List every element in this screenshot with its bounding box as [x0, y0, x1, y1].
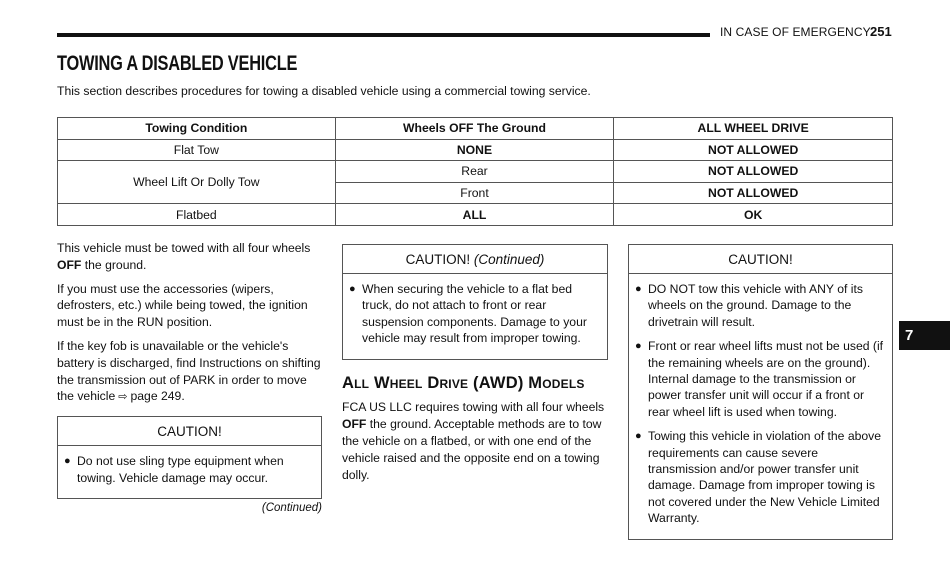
caution-list: [343, 274, 607, 359]
page-reference-link[interactable]: page 249.: [130, 389, 185, 404]
chapter-tab: 7: [899, 321, 950, 350]
table-cell: ALL: [335, 204, 614, 226]
table-header-row: [58, 118, 893, 140]
bullet-icon: ●: [64, 455, 71, 468]
caution-title: CAUTION! (Continued): [343, 245, 607, 274]
header-rule: [57, 33, 710, 37]
intro-text: This section describes procedures for towing a disabled vehicle using a commercial towing service.: [57, 84, 591, 98]
table-cell: Flat Tow: [58, 139, 336, 161]
table-cell: Rear: [335, 161, 614, 183]
table-header-cell: ALL WHEEL DRIVE: [614, 118, 893, 140]
caution-item: ● When securing the vehicle to a flat bed truck, do not attach to front or rear suspension components. Damage to your vehicle may result from improper towing.: [349, 282, 587, 346]
awd-heading: All Wheel Drive (AWD) Models: [342, 373, 585, 392]
page-number: 251: [870, 24, 892, 39]
awd-paragraph: FCA US LLC requires towing with all four wheels OFF the ground. Acceptable methods are to tow the vehicle on a flatbed, or with one end of the vehicle raised and the opposite end on a towing dolly.: [342, 400, 605, 482]
table-row: [58, 204, 893, 226]
table-cell: NONE: [335, 139, 614, 161]
header-section: IN CASE OF EMERGENCY: [720, 25, 871, 39]
table-header-cell: Wheels OFF The Ground: [335, 118, 614, 140]
right-column: [628, 244, 893, 540]
table-cell: NOT ALLOWED: [614, 161, 893, 183]
table-cell: Front: [335, 182, 614, 204]
bullet-icon: ●: [635, 283, 642, 295]
bullet-icon: ●: [635, 340, 642, 353]
table-cell: NOT ALLOWED: [614, 182, 893, 204]
caution-list: [58, 446, 321, 498]
caution-list: [629, 274, 892, 539]
caution-title: CAUTION!: [629, 245, 892, 274]
caution-item: ● DO NOT tow this vehicle with ANY of its wheels on the ground. Damage to the drivetrain will result.: [635, 282, 863, 329]
caution-box-continued: [342, 244, 608, 360]
left-column: [57, 240, 322, 517]
towing-table: [57, 117, 893, 226]
table-cell: Flatbed: [58, 204, 336, 226]
arrow-right-icon: ⇨: [118, 391, 128, 404]
caution-box: [57, 416, 322, 499]
caution-box: [628, 244, 893, 540]
table-cell: OK: [614, 204, 893, 226]
continued-label: (Continued): [261, 501, 322, 514]
left-paragraph-3: If the key fob is unavailable or the vehicle's battery is discharged, find Instructions on shifting the transmission out of PARK in order to move the vehicle ⇨ page 249.: [57, 338, 321, 404]
table-header-cell: Towing Condition: [58, 118, 336, 140]
bullet-icon: ●: [635, 430, 642, 443]
caution-title: CAUTION!: [58, 417, 321, 446]
table-row: [58, 161, 893, 183]
table-row: [58, 139, 893, 161]
bullet-icon: ●: [349, 283, 356, 295]
left-paragraph-1: This vehicle must be towed with all four wheels OFF the ground.: [57, 241, 311, 272]
caution-item: ● Towing this vehicle in violation of the above requirements can cause severe transmission and/or power transfer unit damage. Damage from improper towing is not covered under the New Vehicle Limited Warranty.: [635, 429, 882, 526]
middle-column: [342, 244, 608, 490]
table-cell: NOT ALLOWED: [614, 139, 893, 161]
table-cell: Wheel Lift Or Dolly Tow: [58, 161, 336, 204]
caution-item: ● Front or rear wheel lifts must not be used (if the remaining wheels are on the ground). Internal damage to the transmission or power transfer unit will occur if a front or rear wheel lift is used when towing.: [635, 339, 884, 419]
page-title: TOWING A DISABLED VEHICLE: [57, 52, 298, 75]
left-paragraph-2: If you must use the accessories (wipers, defrosters, etc.) while being towed, the ignition must be in the RUN position.: [57, 281, 308, 330]
caution-item: ● Do not use sling type equipment when towing. Vehicle damage may occur.: [64, 454, 284, 485]
